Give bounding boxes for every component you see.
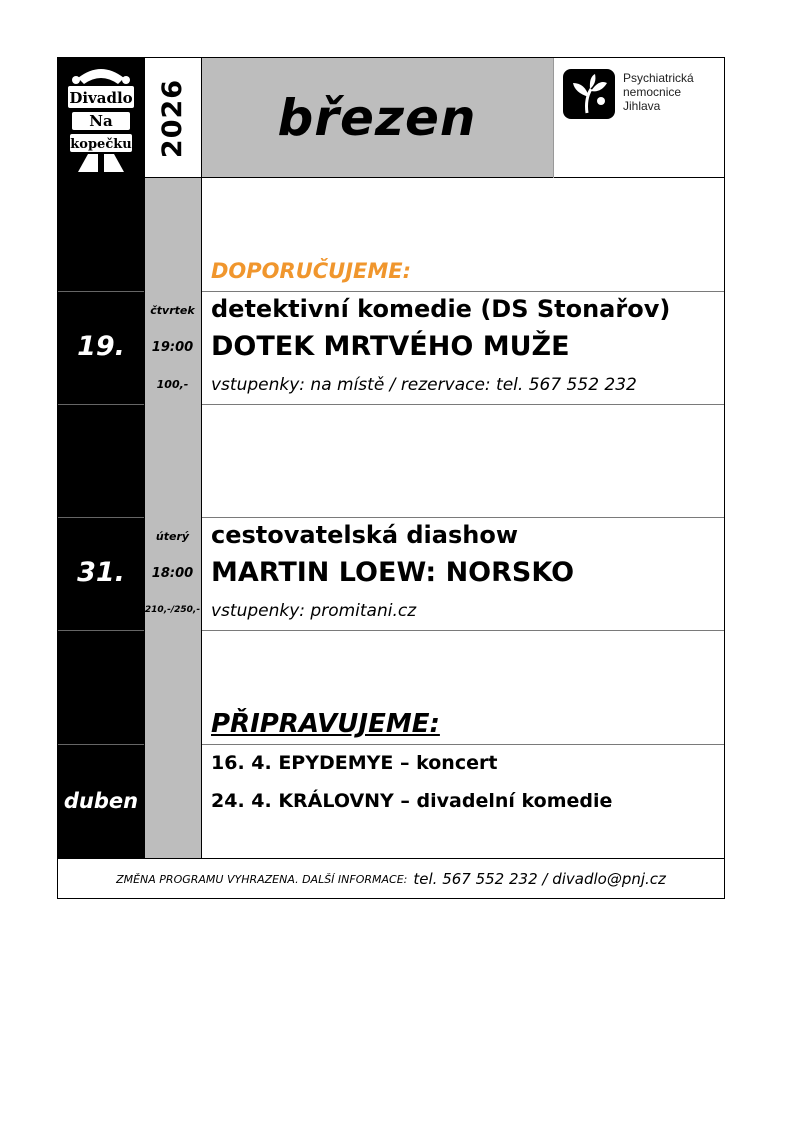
event-price: 210,-/250,- [144,605,201,615]
event-day: 31. [77,557,125,588]
jester-icon [64,62,138,174]
header-divider [58,177,724,178]
column-divider [553,58,554,178]
event-title: DOTEK MRTVÉHO MUŽE [211,331,570,362]
year-label: 2026 [157,78,188,158]
hospital-logo [554,58,724,178]
row-divider [201,744,724,745]
row-divider [58,744,144,745]
row-divider [201,517,724,518]
event-genre: cestovatelská diashow [211,521,518,549]
svg-text:Na: Na [89,112,113,130]
row-divider [201,630,724,631]
row-divider [201,404,724,405]
row-divider [58,517,144,518]
month-cell [201,58,553,178]
footer-notice: ZMĚNA PROGRAMU VYHRAZENA. DALŠÍ INFORMACE: [116,872,408,886]
column-divider [144,58,145,858]
upcoming-item: 16. 4. EPYDEMYE – koncert [211,752,498,774]
event-genre: detektivní komedie (DS Stonařov) [211,295,671,323]
theatre-logo [64,62,138,174]
program-sheet [57,57,725,899]
event-title: MARTIN LOEW: NORSKO [211,557,575,588]
event-genre-extra: (DS Stonařov) [480,295,671,323]
event-tickets: vstupenky: na místě / rezervace: tel. 567 552 232 [211,375,637,395]
time-column [144,178,201,858]
tree-icon [563,69,615,119]
upcoming-month: duben [63,789,139,813]
upcoming-item: 24. 4. KRÁLOVNY – divadelní komedie [211,790,613,812]
footer-divider [58,858,724,859]
row-divider [201,291,724,292]
event-price: 100,- [156,378,189,391]
event-weekday: čtvrtek [150,304,195,317]
event-weekday: úterý [155,530,190,543]
recommend-label: DOPORUČUJEME: [211,259,412,283]
event-time: 19:00 [151,340,194,355]
footer [58,860,724,898]
svg-text:kopečku: kopečku [70,137,132,152]
row-divider [58,291,144,292]
event-time: 18:00 [151,566,194,581]
row-divider [58,404,144,405]
svg-text:Divadlo: Divadlo [69,89,133,107]
date-column [58,58,144,858]
month-label: březen [277,89,477,147]
column-divider [201,58,202,858]
hospital-name: Psychiatrická nemocnice Jihlava [623,71,694,113]
upcoming-heading: PŘIPRAVUJEME: [211,709,440,739]
row-divider [58,630,144,631]
year-cell [144,58,201,178]
footer-contact: tel. 567 552 232 / divadlo@pnj.cz [413,870,666,888]
event-tickets: vstupenky: promitani.cz [211,601,417,621]
event-day: 19. [77,331,125,362]
